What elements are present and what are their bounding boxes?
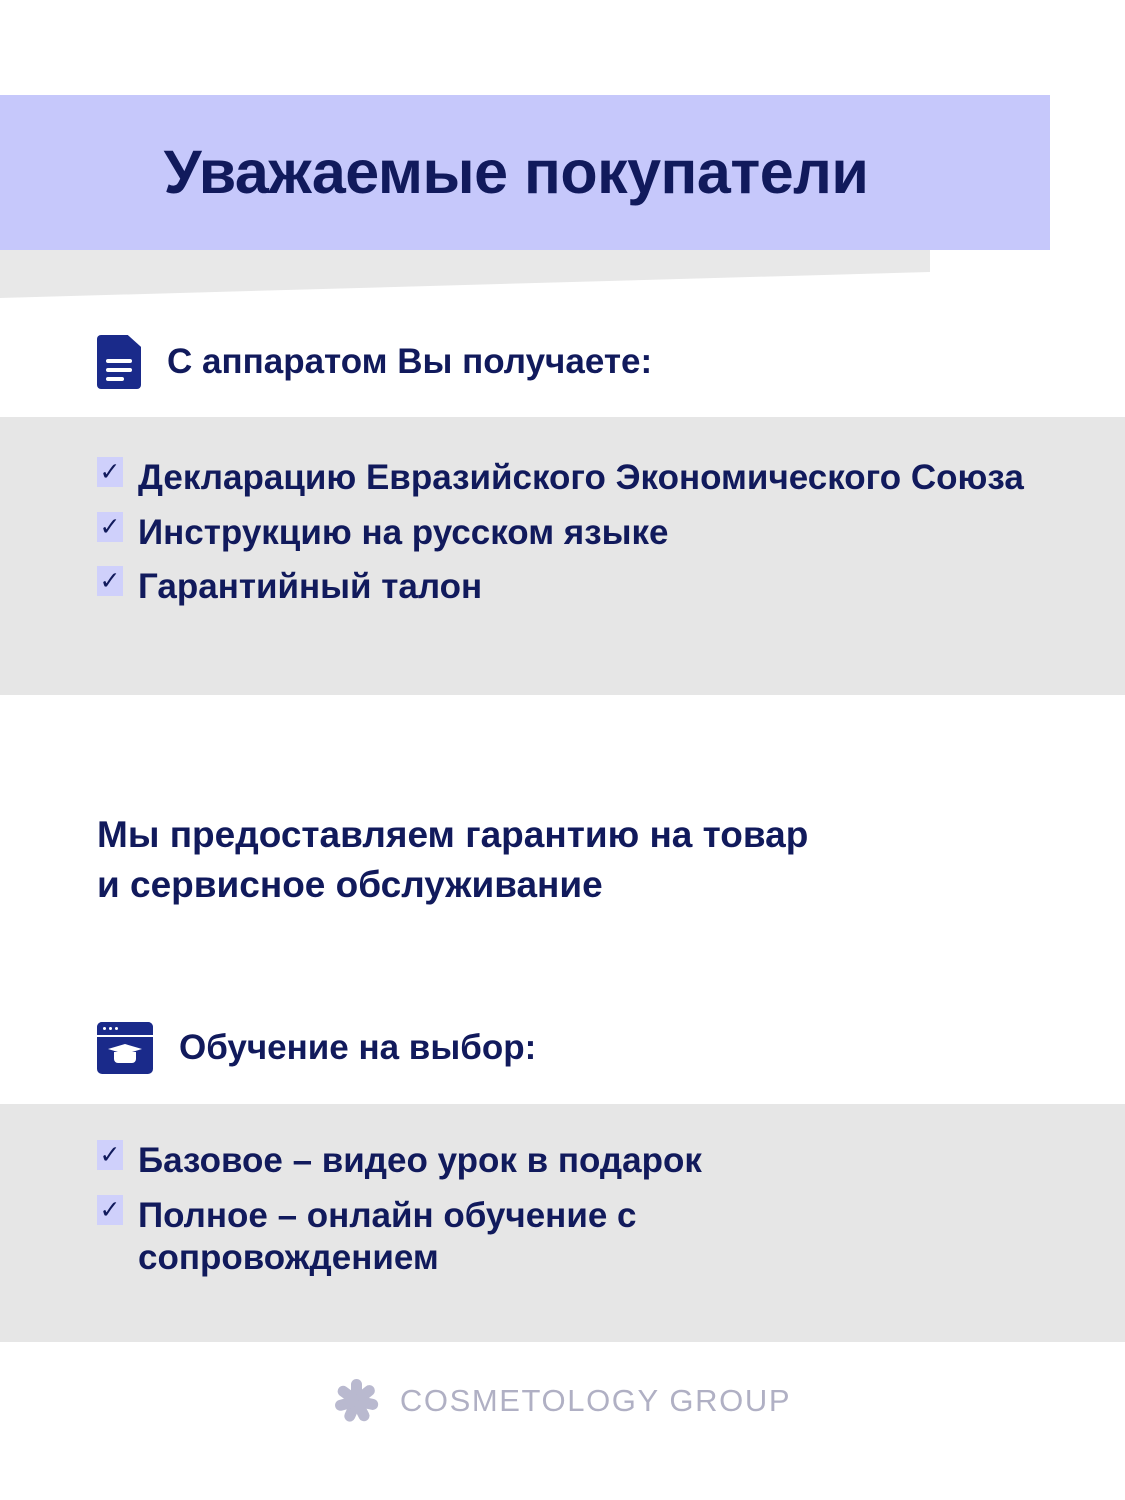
check-icon: ✓ [97, 457, 123, 487]
list-item-label: Инструкцию на русском языке [138, 512, 669, 552]
documents-list [97, 457, 1125, 609]
list-item [97, 457, 1125, 500]
list-item [97, 1195, 1125, 1280]
brand-name: COSMETOLOGY GROUP [399, 1383, 792, 1418]
training-list [97, 1140, 1125, 1280]
guarantee-text [97, 810, 997, 910]
list-item [97, 1140, 1125, 1183]
flower-logo-icon [334, 1378, 380, 1424]
guarantee-line-2: и сервисное обслуживание [97, 863, 603, 905]
section-heading-training [97, 1022, 536, 1074]
title-banner [0, 95, 1050, 250]
check-icon: ✓ [97, 512, 123, 542]
section-heading-label: Обучение на выбор: [179, 1027, 537, 1067]
check-icon: ✓ [97, 566, 123, 596]
training-list-block [0, 1104, 1125, 1342]
check-icon: ✓ [97, 1195, 123, 1225]
page-title: Уважаемые покупатели [163, 138, 869, 206]
guarantee-line-1: Мы предоставляем гарантию на товар [97, 814, 809, 855]
list-item [97, 566, 1125, 609]
footer [0, 1378, 1125, 1424]
list-item-label: Гарантийный талон [138, 567, 483, 607]
list-item-label: Полное – онлайн обучение с сопровождением [138, 1195, 637, 1278]
list-item-label: Декларацию Евразийского Экономического Союза [138, 458, 1024, 497]
document-icon [97, 335, 141, 389]
documents-list-block [0, 417, 1125, 695]
check-icon: ✓ [97, 1140, 123, 1170]
list-item-label: Базовое – видео урок в подарок [138, 1141, 702, 1180]
education-window-icon [97, 1022, 153, 1074]
section-heading-label: С аппаратом Вы получаете: [167, 341, 653, 381]
section-heading-documents [97, 335, 652, 389]
list-item [97, 512, 1125, 555]
